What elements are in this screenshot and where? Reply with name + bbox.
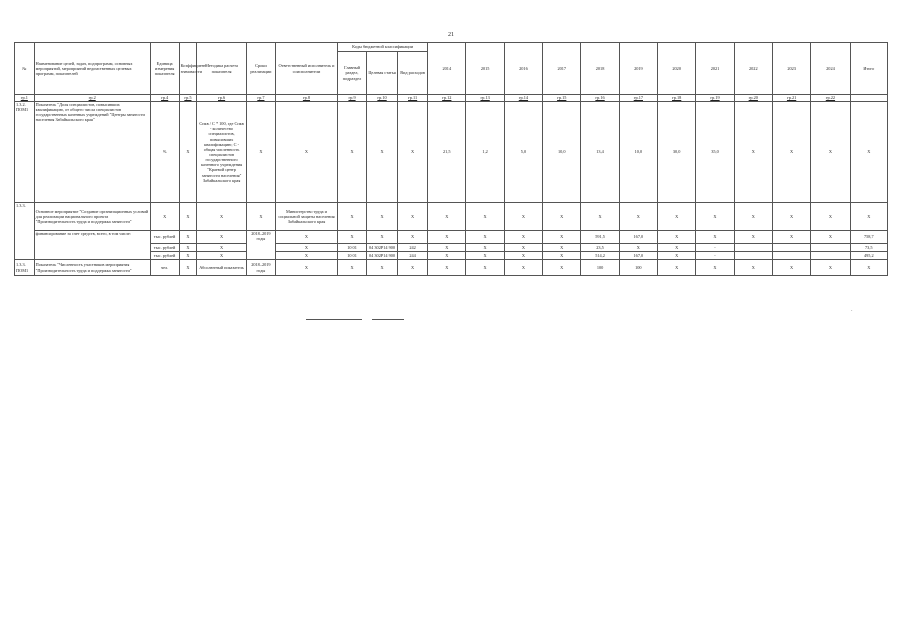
cell-year: Х [543, 244, 581, 252]
cell-year: Х [543, 260, 581, 276]
table-row [15, 102, 888, 203]
group-cell: гр.14 [504, 95, 542, 102]
table-row [15, 203, 888, 231]
cell-year [734, 252, 772, 260]
group-cell: гр.8 [275, 95, 337, 102]
cell-target: Х [367, 231, 398, 244]
header-group-row [15, 43, 888, 52]
row-name: Показатель "Доля специалистов, повысивших квалификацию, от общего числа специалистов государственных казенных учреждений "Центры занятости населения Забайкальского края" [34, 102, 150, 203]
cell-resp: Х [275, 260, 337, 276]
cell-method: Абсолютный показатель [197, 260, 247, 276]
group-cell: гр.10 [367, 95, 398, 102]
row-name: Основное мероприятие "Создание организационных условий для реализации национального проекта "Производительность труда и поддержка занятости" [34, 203, 150, 231]
group-cell: гр.18 [658, 95, 696, 102]
budget-table [14, 42, 888, 276]
group-cell: гр.5 [179, 95, 197, 102]
cell-year: Х [658, 260, 696, 276]
signature-line [372, 319, 404, 320]
col-num: № [15, 43, 35, 95]
cell-year [772, 244, 810, 252]
cell-razdel: Х [338, 203, 367, 231]
cell-year: 514,2 [581, 252, 619, 260]
col-year-2020: 2020 [658, 43, 696, 95]
col-method: Методика расчета показателя [197, 43, 247, 95]
col-name: Наименование целей, задач, подпрограмм, основных мероприятий, мероприятий ведомственных целевых программ, показателей [34, 43, 150, 95]
cell-target: Х [367, 260, 398, 276]
cell-total: Х [850, 102, 887, 203]
cell-vid: 244 [398, 252, 428, 260]
cell-year: Х [466, 231, 504, 244]
col-vid: Вид расходов [398, 52, 428, 95]
group-cell: гр.17 [619, 95, 657, 102]
cell-total: Х [850, 203, 887, 231]
group-cell: гр.22 [811, 95, 850, 102]
col-year-2017: 2017 [543, 43, 581, 95]
cell-term: Х [246, 102, 275, 203]
cell-year: 35,0 [696, 102, 734, 203]
col-target: Целевая статья [367, 52, 398, 95]
cell-razdel: Х [338, 102, 367, 203]
col-year-2024: 2024 [811, 43, 850, 95]
cell-year: Х [504, 244, 542, 252]
col-year-2022: 2022 [734, 43, 772, 95]
cell-year: Х [543, 231, 581, 244]
cell-unit: тыс. рублей [150, 244, 179, 252]
cell-year: Х [658, 244, 696, 252]
cell-year: Х [658, 203, 696, 231]
cell-year: Х [811, 260, 850, 276]
cell-year: 10,0 [619, 102, 657, 203]
row-name: финансирование за счет средств, всего, в том числе: [34, 231, 150, 260]
cell-vid: Х [398, 260, 428, 276]
cell-year [772, 252, 810, 260]
cell-year: Х [504, 203, 542, 231]
cell-year [734, 244, 772, 252]
cell-razdel: Х [338, 260, 367, 276]
cell-year: Х [772, 260, 810, 276]
cell-year: Х [428, 244, 466, 252]
cell-year: Х [734, 203, 772, 231]
cell-year: Х [696, 260, 734, 276]
cell-year: Х [772, 102, 810, 203]
cell-year: Х [543, 203, 581, 231]
cell-unit: тыс. рублей [150, 252, 179, 260]
col-group-budget-codes: Коды бюджетной классификации [338, 43, 428, 52]
cell-coef: Х [179, 102, 197, 203]
cell-year: 13,4 [581, 102, 619, 203]
cell-year: Х [581, 203, 619, 231]
cell-year: Х [619, 244, 657, 252]
cell-year: Х [504, 231, 542, 244]
cell-year [811, 244, 850, 252]
cell-year: Х [428, 203, 466, 231]
cell-year: 10,0 [543, 102, 581, 203]
page-mark: · [851, 309, 853, 314]
col-total: Итого [850, 43, 887, 95]
cell-unit: % [150, 102, 179, 203]
group-cell: гр.1 [15, 95, 35, 102]
cell-year: Х [466, 252, 504, 260]
col-year-2021: 2021 [696, 43, 734, 95]
group-cell: гр.6 [197, 95, 247, 102]
group-cell: гр.4 [150, 95, 179, 102]
cell-method: Х [197, 203, 247, 231]
row-number: 1.3.3. [15, 203, 35, 260]
cell-year: Х [811, 203, 850, 231]
col-coef: Коэффициент значимости [179, 43, 197, 95]
cell-total: Х [850, 260, 887, 276]
cell-year: Х [696, 231, 734, 244]
cell-year: - [696, 252, 734, 260]
cell-year: Х [543, 252, 581, 260]
cell-vid: 242 [398, 244, 428, 252]
cell-year: Х [658, 231, 696, 244]
col-year-2023: 2023 [772, 43, 810, 95]
cell-year: Х [772, 203, 810, 231]
table-row [15, 260, 888, 276]
col-year-2014: 2014 [428, 43, 466, 95]
cell-coef: Х [179, 260, 197, 276]
group-cell: гр.2 [34, 95, 150, 102]
col-year-2019: 2019 [619, 43, 657, 95]
cell-year: Х [811, 102, 850, 203]
cell-year: Х [619, 203, 657, 231]
cell-year: Х [811, 231, 850, 244]
group-cell: гр.11 [398, 95, 428, 102]
cell-year: 21,5 [428, 102, 466, 203]
cell-vid: Х [398, 231, 428, 244]
cell-year: Х [504, 252, 542, 260]
cell-year: 167,0 [619, 231, 657, 244]
cell-year: 591,5 [581, 231, 619, 244]
cell-target: 04 302Р14 900 [367, 252, 398, 260]
cell-unit: чел. [150, 260, 179, 276]
group-cell: гр.12 [428, 95, 466, 102]
cell-term: 2018–2019 годы [246, 231, 275, 260]
cell-year [811, 252, 850, 260]
row-number: 1.3.2. ПОМ1 [15, 102, 35, 203]
cell-unit: Х [150, 203, 179, 231]
cell-coef: Х [179, 252, 197, 260]
group-cell: гр.19 [696, 95, 734, 102]
row-number: 1.3.3. ПОМ1 [15, 260, 35, 276]
cell-method: Х [197, 244, 247, 252]
cell-year: Х [658, 252, 696, 260]
page-number: 21 [448, 32, 454, 38]
cell-coef: Х [179, 203, 197, 231]
cell-year: 100 [619, 260, 657, 276]
cell-year: Х [734, 231, 772, 244]
cell-unit: тыс. рублей [150, 231, 179, 244]
group-cell [850, 95, 887, 102]
cell-year: Х [428, 252, 466, 260]
cell-year: Х [772, 231, 810, 244]
cell-year: Х [428, 231, 466, 244]
cell-vid: Х [398, 102, 428, 203]
cell-target: Х [367, 102, 398, 203]
group-cell: гр.20 [734, 95, 772, 102]
signature-line [306, 319, 362, 320]
group-number-row [15, 95, 888, 102]
cell-coef: Х [179, 231, 197, 244]
cell-resp: Х [275, 231, 337, 244]
cell-method: Спкв / С * 100, где Спкв - количество специалистов, повысивших квалификацию; С - общая численность специалистов государственного казенного учреждения "Краевой центр занятости населения" Забайкальского края [197, 102, 247, 203]
cell-year: Х [466, 203, 504, 231]
cell-resp: Х [275, 102, 337, 203]
col-unit: Единица измерения показателя [150, 43, 179, 95]
table-row [15, 231, 888, 244]
cell-total: 495,2 [850, 252, 887, 260]
cell-year: 167,0 [619, 252, 657, 260]
cell-total: 73,5 [850, 244, 887, 252]
cell-term: Х [246, 203, 275, 231]
cell-year: 5,0 [504, 102, 542, 203]
cell-year: 23,5 [581, 244, 619, 252]
col-resp: Ответственный исполнитель и соисполнители [275, 43, 337, 95]
cell-year: 1,2 [466, 102, 504, 203]
cell-target: Х [367, 203, 398, 231]
col-razdel: Главный раздел, подраздел [338, 52, 367, 95]
cell-resp: Министерство труда и социальной защиты населения Забайкальского края [275, 203, 337, 231]
cell-term: 2018–2019 годы [246, 260, 275, 276]
cell-year: Х [734, 260, 772, 276]
group-cell: гр.15 [543, 95, 581, 102]
group-cell: гр.7 [246, 95, 275, 102]
cell-resp: Х [275, 244, 337, 252]
group-cell: гр.13 [466, 95, 504, 102]
col-term: Сроки реализации [246, 43, 275, 95]
col-year-2015: 2015 [466, 43, 504, 95]
cell-year: 100 [581, 260, 619, 276]
cell-method: Х [197, 252, 247, 260]
row-name: Показатель "Численность участников мероприятия "Производительность труда и поддержка занятости" [34, 260, 150, 276]
cell-vid: Х [398, 203, 428, 231]
cell-coef: Х [179, 244, 197, 252]
cell-year: - [696, 244, 734, 252]
col-year-2016: 2016 [504, 43, 542, 95]
cell-total: 758,7 [850, 231, 887, 244]
cell-razdel: 10 01 [338, 252, 367, 260]
cell-method: Х [197, 231, 247, 244]
cell-year: Х [734, 102, 772, 203]
cell-resp: Х [275, 252, 337, 260]
group-cell: гр.9 [338, 95, 367, 102]
cell-year: Х [696, 203, 734, 231]
cell-year: Х [466, 260, 504, 276]
cell-year: Х [504, 260, 542, 276]
cell-razdel: 10 01 [338, 244, 367, 252]
cell-year: 30,0 [658, 102, 696, 203]
group-cell: гр.21 [772, 95, 810, 102]
cell-year: Х [466, 244, 504, 252]
cell-year: Х [428, 260, 466, 276]
group-cell: гр.16 [581, 95, 619, 102]
cell-razdel: Х [338, 231, 367, 244]
cell-target: 04 302Р14 900 [367, 244, 398, 252]
col-year-2018: 2018 [581, 43, 619, 95]
